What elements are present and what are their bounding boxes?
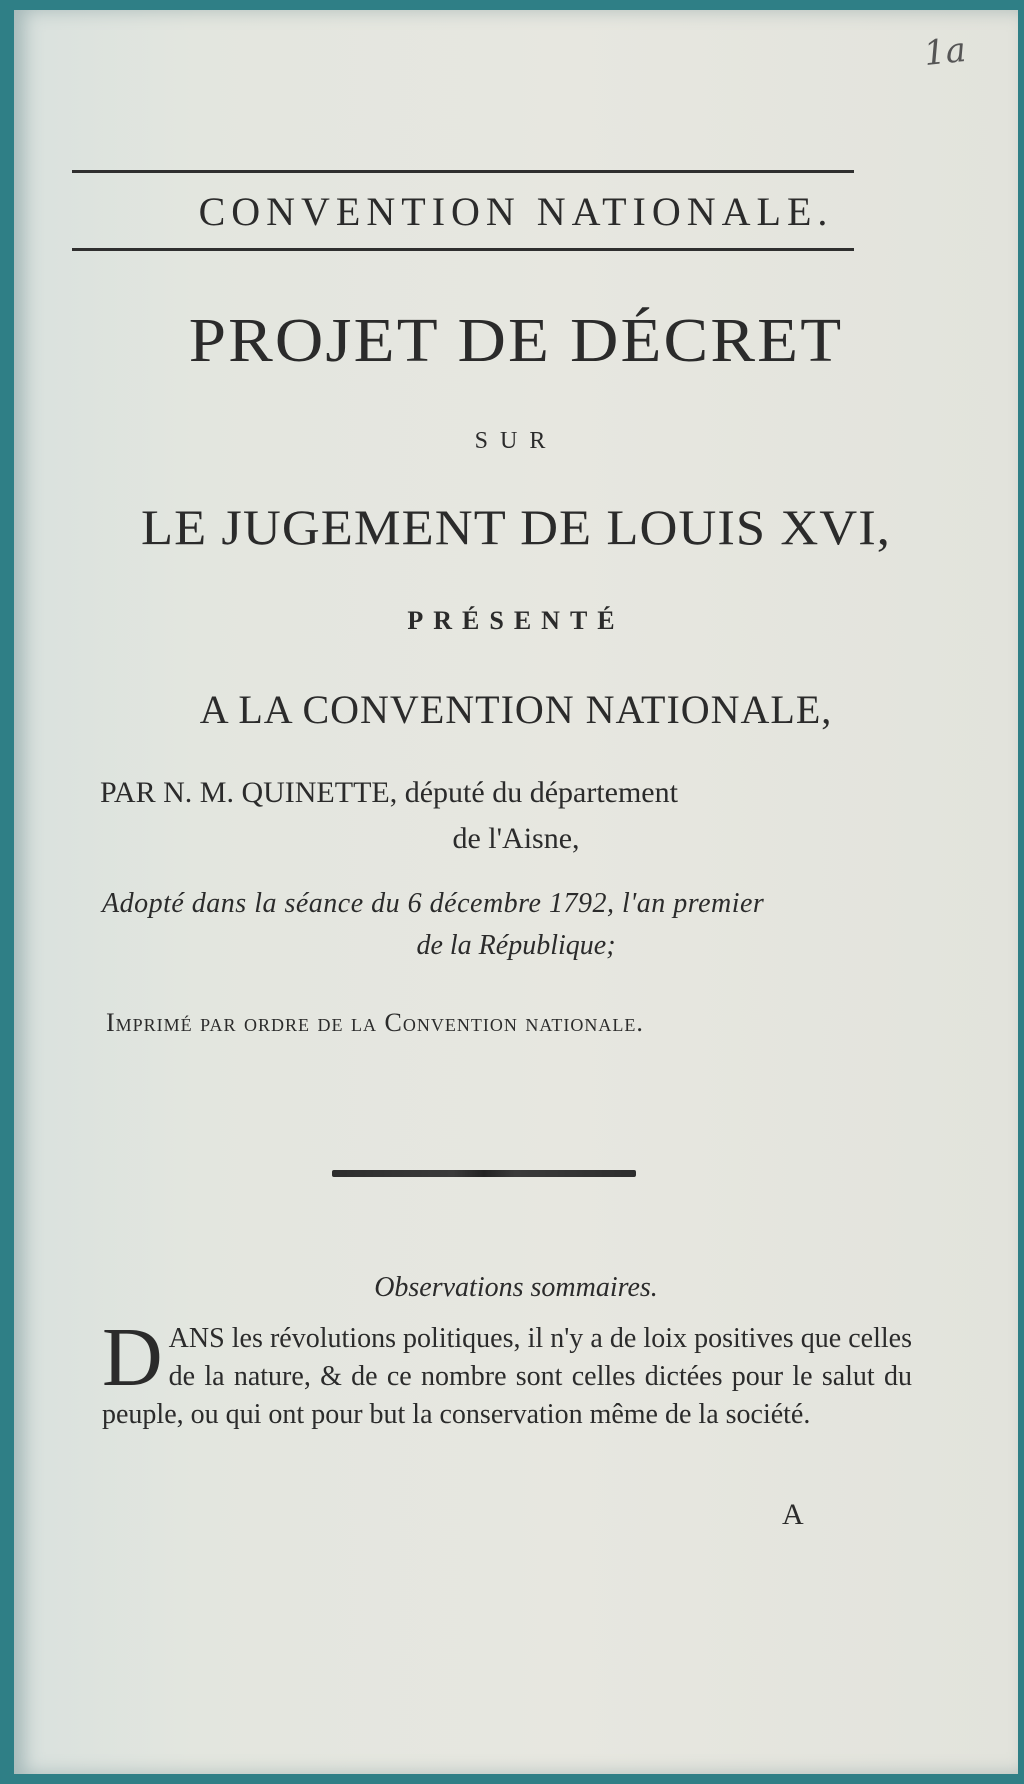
- document-title: PROJET DE DÉCRET: [188, 307, 844, 375]
- adoption-line: Adopté dans la séance du 6 décembre 1792, l'an premier: [102, 888, 765, 919]
- margin-annotation: 1a: [922, 29, 968, 75]
- drop-cap: D: [102, 1311, 163, 1404]
- adoption-line-continued: de la République;: [416, 930, 616, 961]
- body-paragraph: [102, 1311, 912, 1434]
- document-page: [14, 10, 1018, 1774]
- recipient-line: A LA CONVENTION NATIONALE,: [199, 687, 833, 732]
- author-line: PAR N. M. QUINETTE, député du département: [100, 776, 678, 809]
- signature-mark: A: [782, 1498, 804, 1531]
- title-connector: SUR: [474, 428, 558, 454]
- presented-label: PRÉSENTÉ: [407, 606, 625, 635]
- body-paragraph-text: ANS les révolutions politiques, il n'y a de loix positives que celles de la nature, & de ce nombre sont celles dictées pour le salut du peuple, ou qui ont pour but la conservation même de la société.: [102, 1323, 912, 1430]
- imprint-line: Imprimé par ordre de la Convention nationale.: [106, 1008, 644, 1037]
- section-heading: Observations sommaires.: [374, 1272, 658, 1303]
- header-rule-bottom: [72, 248, 854, 251]
- header-rule-top: [72, 170, 854, 173]
- document-subject: LE JUGEMENT DE LOUIS XVI,: [140, 499, 891, 555]
- convention-heading: CONVENTION NATIONALE.: [198, 189, 834, 234]
- ornamental-divider: [332, 1170, 636, 1177]
- author-line-continued: de l'Aisne,: [452, 822, 580, 855]
